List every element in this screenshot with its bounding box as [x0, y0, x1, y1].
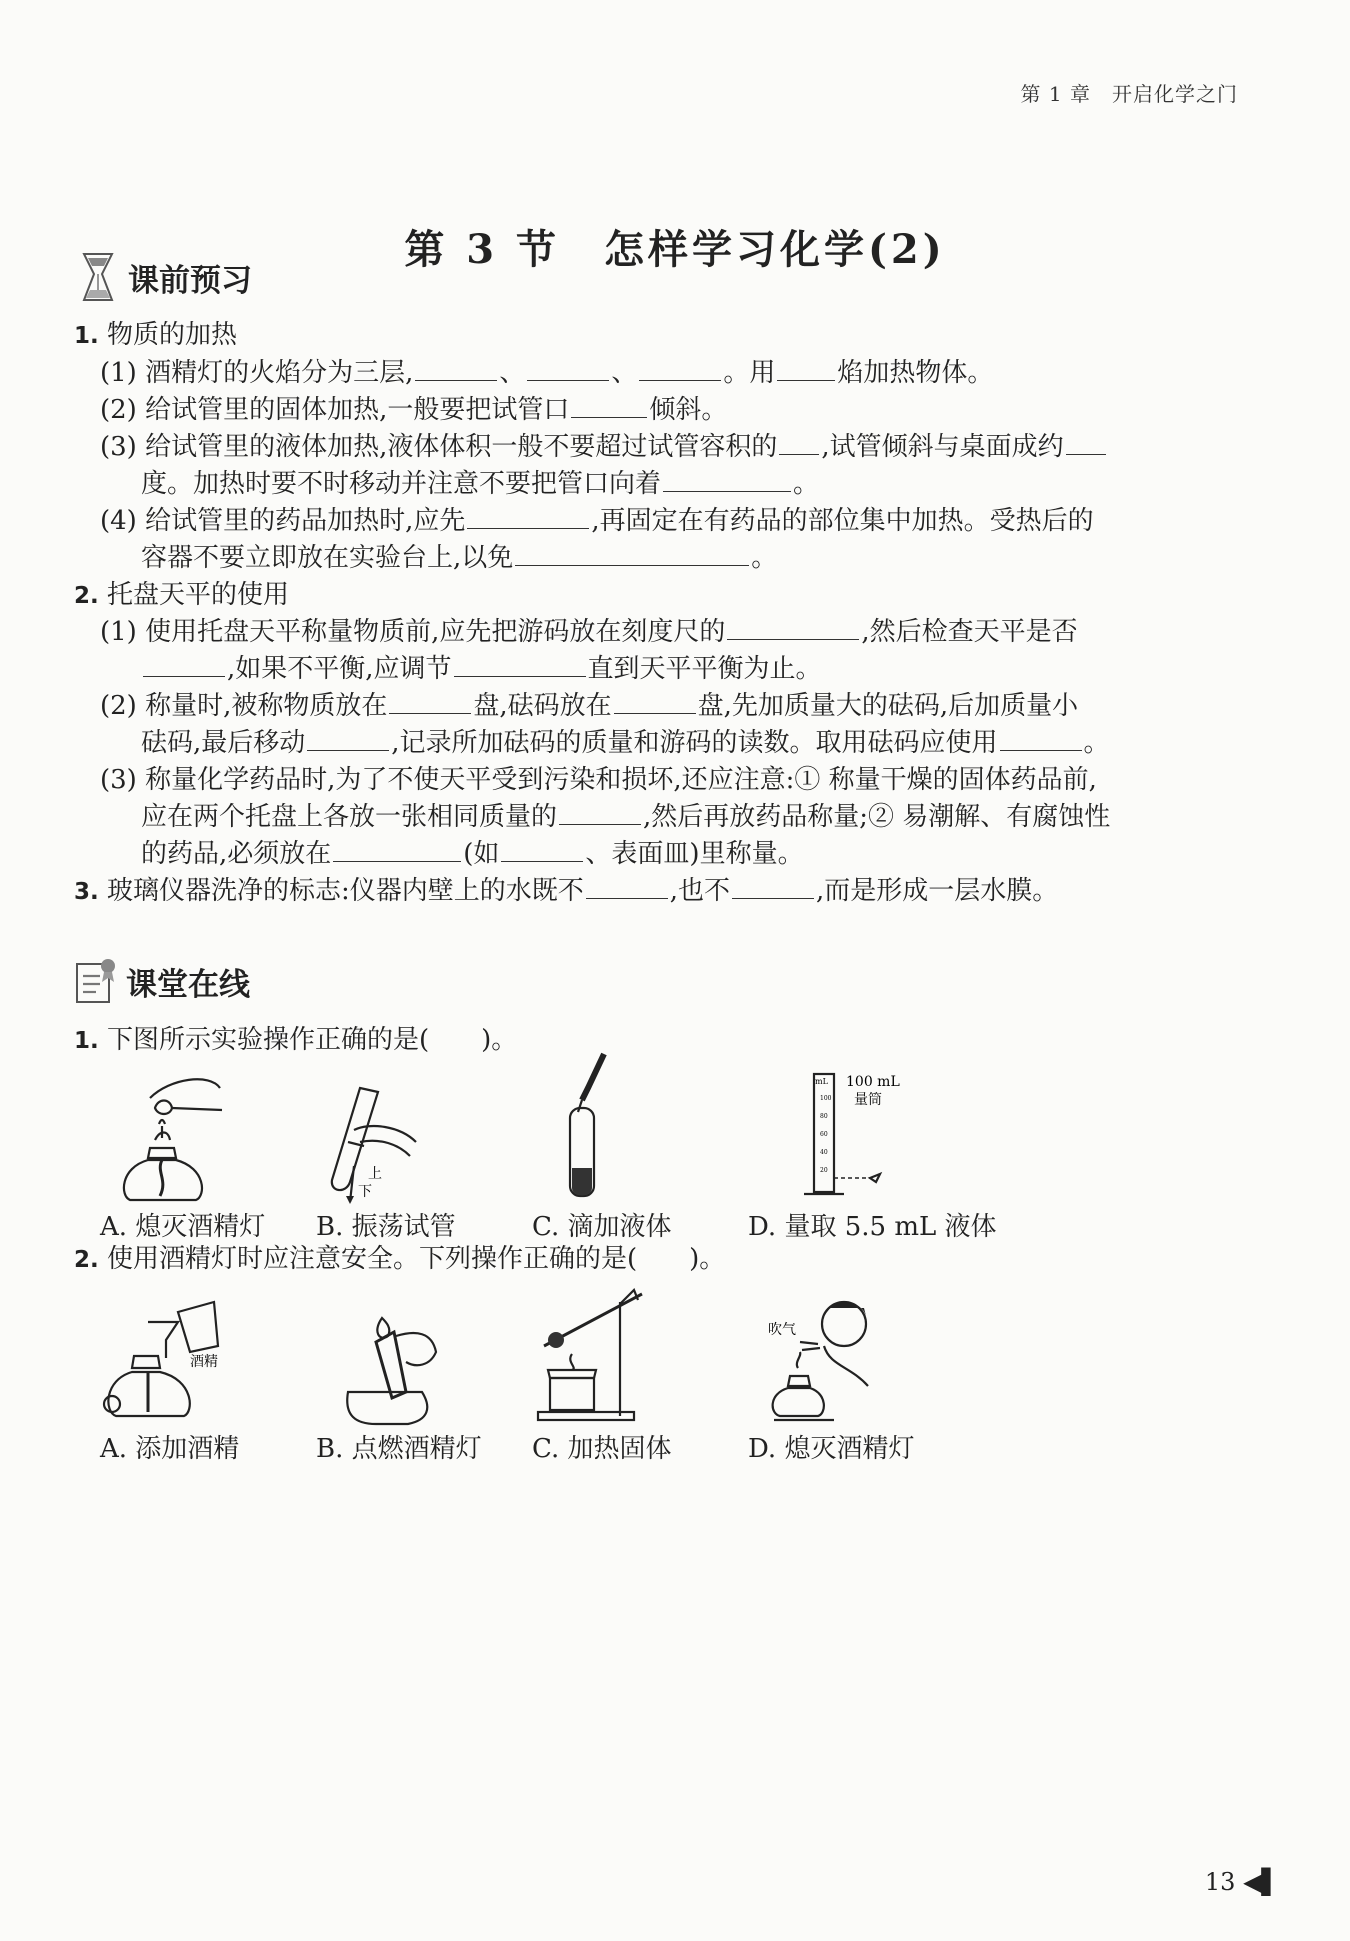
figure-extinguish-lamp-blow — [110, 1068, 240, 1204]
preview-q1: 1. 物质的加热 — [74, 320, 238, 350]
figure-graduated-cylinder — [800, 1070, 920, 1204]
preview-q2-1: (1) 使用托盘天平称量物质前,应先把游码放在刻度尺的 ,然后检查天平是否 — [100, 617, 1078, 647]
preview-q2: 2. 托盘天平的使用 — [74, 580, 290, 610]
preview-q2-2: (2) 称量时,被称物质放在 盘,砝码放在 盘,先加质量大的砝码,后加质量小 — [100, 691, 1079, 721]
answer-blank[interactable] — [454, 654, 586, 677]
q1-option-c[interactable]: C. 滴加液体 — [532, 1212, 672, 1242]
q1-option-d[interactable]: D. 量取 5.5 mL 液体 — [748, 1212, 997, 1242]
answer-blank[interactable] — [389, 691, 471, 714]
chapter-header: 第 1 章 开启化学之门 — [1020, 82, 1238, 106]
answer-blank[interactable] — [727, 617, 859, 640]
preview-q1-1: (1) 酒精灯的火焰分为三层, 、 、 。用 焰加热物体。 — [100, 358, 994, 388]
answer-blank[interactable] — [1066, 432, 1106, 455]
fig-unit: mL — [815, 1077, 828, 1086]
page-arrow-icon: ◀▌ — [1243, 1868, 1280, 1896]
answer-blank[interactable] — [732, 876, 814, 899]
svg-text:40: 40 — [820, 1149, 828, 1156]
figure-extinguish-lamp-blow-out — [760, 1296, 890, 1426]
fig-label-down: 下 — [358, 1184, 372, 1200]
figure-light-lamp — [336, 1312, 446, 1428]
answer-blank[interactable] — [777, 358, 835, 381]
figure-heat-solid — [534, 1282, 664, 1424]
answer-blank[interactable] — [639, 358, 721, 381]
fig-label-alcohol: 酒精 — [190, 1354, 218, 1370]
section-preview — [78, 250, 252, 304]
q1-option-a[interactable]: A. 熄灭酒精灯 — [100, 1212, 266, 1242]
q1-option-b[interactable]: B. 振荡试管 — [316, 1212, 456, 1242]
classroom-q2: 2. 使用酒精灯时应注意安全。下列操作正确的是( )。 — [74, 1244, 726, 1274]
hourglass-icon — [78, 250, 118, 304]
preview-q1-3-cont: 度。加热时要不时移动并注意不要把管口向着 。 — [141, 469, 820, 499]
svg-text:60: 60 — [820, 1131, 828, 1138]
answer-blank[interactable] — [307, 728, 389, 751]
answer-blank[interactable] — [515, 543, 749, 566]
answer-blank[interactable] — [333, 839, 461, 862]
classroom-q1: 1. 下图所示实验操作正确的是( )。 — [74, 1025, 518, 1055]
answer-blank[interactable] — [415, 358, 497, 381]
answer-blank[interactable] — [501, 839, 583, 862]
answer-blank[interactable] — [779, 432, 819, 455]
answer-blank[interactable] — [1000, 728, 1082, 751]
svg-text:20: 20 — [820, 1167, 828, 1174]
answer-blank[interactable] — [571, 395, 647, 418]
section-classroom — [74, 956, 250, 1006]
preview-q3: 3. 玻璃仪器洗净的标志:仪器内壁上的水既不 ,也不 ,而是形成一层水膜。 — [74, 876, 1059, 906]
section-classroom-title: 课堂在线 — [126, 966, 250, 1003]
preview-q2-1-cont: ,如果不平衡,应调节 直到天平平衡为止。 — [141, 646, 822, 692]
answer-blank[interactable] — [467, 506, 589, 529]
preview-q2-3-cont2: 的药品,必须放在 (如 、表面皿)里称量。 — [141, 839, 804, 869]
page-title: 第 3 节 怎样学习化学(2) — [404, 226, 946, 273]
preview-q1-4-cont: 容器不要立即放在实验台上,以免 。 — [141, 543, 778, 573]
q2-option-d[interactable]: D. 熄灭酒精灯 — [748, 1434, 915, 1464]
answer-blank[interactable] — [143, 654, 225, 677]
answer-blank[interactable] — [586, 876, 668, 899]
svg-text:80: 80 — [820, 1113, 828, 1120]
figure-shake-test-tube — [320, 1082, 430, 1206]
q2-option-a[interactable]: A. 添加酒精 — [100, 1434, 240, 1464]
preview-q1-2: (2) 给试管里的固体加热,一般要把试管口 倾斜。 — [100, 395, 728, 425]
answer-blank[interactable] — [559, 802, 641, 825]
answer-blank[interactable] — [614, 691, 696, 714]
fig-label-up: 上 — [368, 1166, 382, 1182]
fig-label-100ml: 100 mL — [846, 1074, 900, 1090]
q2-option-b[interactable]: B. 点燃酒精灯 — [316, 1434, 482, 1464]
q2-option-c[interactable]: C. 加热固体 — [532, 1434, 672, 1464]
preview-q2-2-cont: 砝码,最后移动 ,记录所加砝码的质量和游码的读数。取用砝码应使用 。 — [141, 728, 1110, 758]
fig-label-cylinder: 量筒 — [854, 1092, 882, 1108]
figure-dropper — [548, 1048, 618, 1204]
answer-blank[interactable] — [527, 358, 609, 381]
preview-q2-3: (3) 称量化学药品时,为了不使天平受到污染和损坏,还应注意:① 称量干燥的固体药品前, — [100, 765, 1097, 795]
preview-q2-3-cont1: 应在两个托盘上各放一张相同质量的 ,然后再放药品称量;② 易潮解、有腐蚀性 — [141, 802, 1111, 832]
svg-text:100: 100 — [820, 1095, 832, 1102]
figure-add-alcohol — [94, 1296, 234, 1426]
section-preview-title: 课前预习 — [128, 262, 252, 299]
page-number: 13 ◀▌ — [1204, 1868, 1280, 1896]
certificate-icon — [74, 956, 118, 1006]
answer-blank[interactable] — [663, 469, 791, 492]
preview-q1-3: (3) 给试管里的液体加热,液体体积一般不要超过试管容积的 ,试管倾斜与桌面成约 — [100, 424, 1108, 470]
fig-label-blow: 吹气 — [768, 1322, 796, 1338]
preview-q1-4: (4) 给试管里的药品加热时,应先 ,再固定在有药品的部位集中加热。受热后的 — [100, 506, 1094, 536]
